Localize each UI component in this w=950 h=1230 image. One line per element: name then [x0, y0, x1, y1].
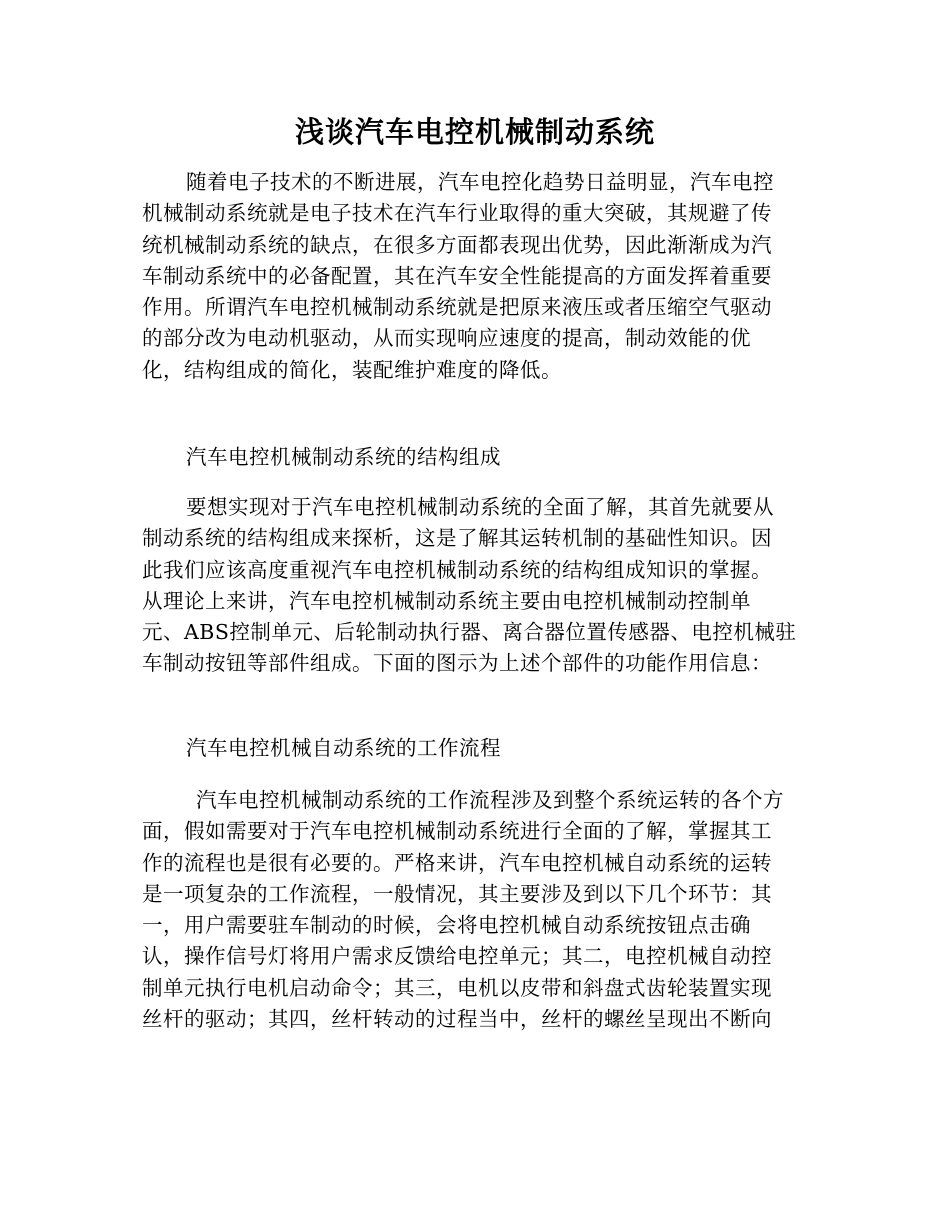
section-heading-workflow: 汽车电控机械自动系统的工作流程 [186, 736, 501, 760]
text-line: 是一项复杂的工作流程，一般情况，其主要涉及到以下几个环节：其 [142, 881, 772, 906]
text-line: 随着电子技术的不断进展，汽车电控化趋势日益明显，汽车电控 [186, 170, 774, 194]
text-line: 制单元执行电机启动命令；其三，电机以皮带和斜盘式齿轮装置实现 [142, 975, 772, 1000]
text-line: 机械制动系统就是电子技术在汽车行业取得的重大突破，其规避了传 [142, 201, 772, 226]
text-line: 作用。所谓汽车电控机械制动系统就是把原来液压或者压缩空气驱动 [142, 295, 772, 320]
text-line: 车制动按钮等部件组成。下面的图示为上述个部件的功能作用信息： [142, 651, 772, 676]
text-line: 的部分改为电动机驱动，从而实现响应速度的提高，制动效能的优 [142, 326, 751, 351]
text-line: 认，操作信号灯将用户需求反馈给电控单元；其二，电控机械自动控 [142, 944, 772, 969]
text-line: 化，结构组成的简化，装配维护难度的降低。 [142, 357, 562, 382]
section-heading-structure: 汽车电控机械制动系统的结构组成 [186, 445, 501, 469]
text-line: 面，假如需要对于汽车电控机械制动系统进行全面的了解，掌握其工 [142, 819, 772, 844]
paragraph-intro [142, 167, 810, 386]
text-line: 制动系统的结构组成来探析，这是了解其运转机制的基础性知识。因 [142, 526, 772, 551]
text-line: 此我们应该高度重视汽车电控机械制动系统的结构组成知识的掌握。 [142, 557, 772, 582]
text-line: 要想实现对于汽车电控机械制动系统的全面了解，其首先就要从 [186, 495, 774, 519]
document-title: 浅谈汽车电控机械制动系统 [294, 115, 655, 149]
text-line: 元、ABS控制单元、后轮制动执行器、离合器位置传感器、电控机械驻 [142, 620, 797, 645]
text-line: 丝杆的驱动；其四，丝杆转动的过程当中，丝杆的螺丝呈现出不断向 [142, 1007, 772, 1032]
text-line: 汽车电控机械制动系统的工作流程涉及到整个系统运转的各个方 [196, 788, 784, 812]
text-line: 统机械制动系统的缺点，在很多方面都表现出优势，因此渐渐成为汽 [142, 232, 772, 257]
text-line: 从理论上来讲，汽车电控机械制动系统主要由电控机械制动控制单 [142, 588, 751, 613]
text-line: 车制动系统中的必备配置，其在汽车安全性能提高的方面发挥着重要 [142, 263, 772, 288]
paragraph-workflow [142, 785, 810, 1035]
text-line: 作的流程也是很有必要的。严格来讲，汽车电控机械自动系统的运转 [142, 850, 772, 875]
paragraph-structure [142, 492, 810, 680]
text-line: 一，用户需要驻车制动的时候，会将电控机械自动系统按钮点击确 [142, 913, 751, 938]
